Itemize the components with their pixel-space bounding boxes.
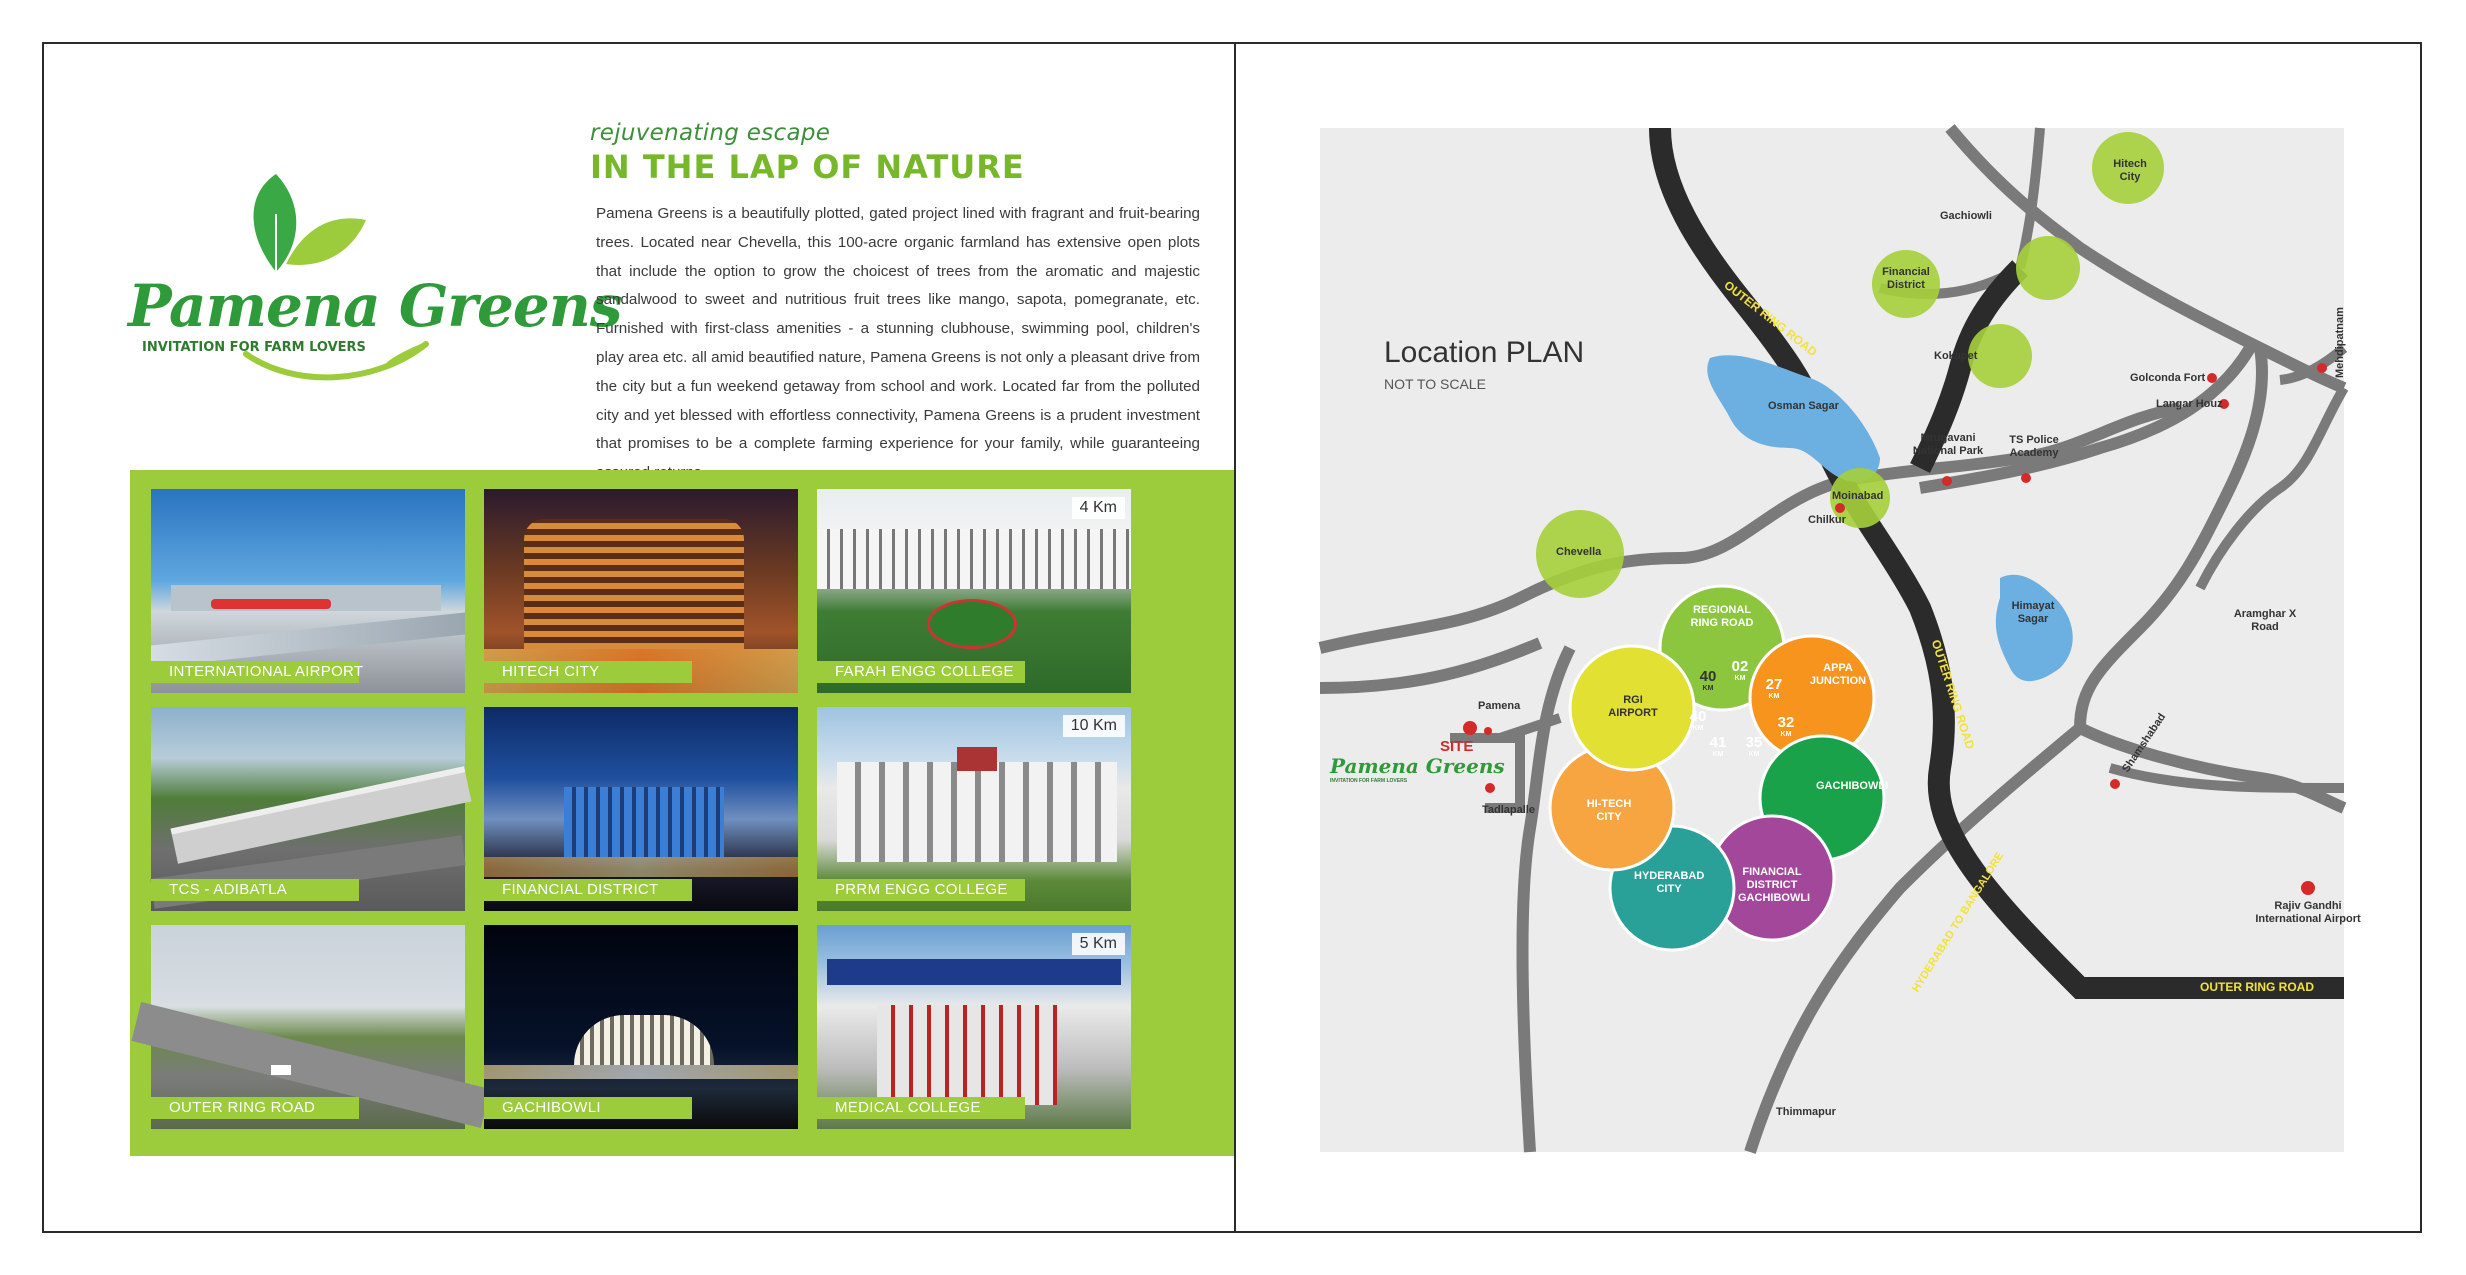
map-title: Location PLAN	[1384, 336, 1585, 369]
brand-name: Pamena Greens	[128, 272, 622, 340]
place-financial-district: Financial District	[1882, 266, 1930, 291]
road-label-highway: HYDERABAD TO BANGALORE	[1910, 850, 2007, 995]
landmark-label: GACHIBOWLI	[484, 1097, 692, 1119]
flower-label-rgi-airport: RGI AIRPORT	[1608, 694, 1658, 719]
map-roads	[1320, 128, 2344, 1152]
landmark-tile-gachibowli	[484, 925, 798, 1129]
landmark-label: INTERNATIONAL AIRPORT	[151, 661, 359, 683]
landmark-label: HITECH CITY	[484, 661, 692, 683]
flower-label-hyderabad-city: HYDERABAD CITY	[1634, 870, 1705, 895]
landmark-photo-grid	[130, 470, 1234, 1156]
landmark-label: OUTER RING ROAD	[151, 1097, 359, 1119]
landmark-label: FINANCIAL DISTRICT	[484, 879, 692, 901]
intro-headline: IN THE LAP OF NATURE	[590, 148, 1025, 186]
place-gachiowli: Gachiowli	[1940, 210, 1992, 222]
brand-slogan: INVITATION FOR FARM LOVERS	[142, 340, 366, 355]
place-pamena: Pamena	[1478, 700, 1521, 712]
lake-osman-sagar: Osman Sagar	[1768, 400, 1839, 412]
map-subtitle: NOT TO SCALE	[1384, 376, 1486, 392]
flower-label-financial-district: FINANCIAL DISTRICT GACHIBOWLI	[1738, 866, 1811, 904]
landmark-tile-prrm-engg-college	[817, 707, 1131, 911]
place-chevella: Chevella	[1556, 546, 1602, 558]
place-moinabad: Moinabad	[1832, 490, 1884, 502]
place-chilkur: Chilkur	[1808, 514, 1846, 526]
road-label-orr-top: OUTER RING ROAD	[1721, 278, 1820, 360]
place-ts-police: TS Police Academy	[2009, 434, 2059, 459]
landmark-tile-medical-college	[817, 925, 1131, 1129]
place-thimmapur: Thimmapur	[1776, 1106, 1836, 1118]
landmark-tile-hitech-city	[484, 489, 798, 693]
flower-label-appa-junction: APPA JUNCTION	[1809, 662, 1867, 687]
flower-km-financial: 35 KM	[1745, 734, 1763, 758]
map-site-logo	[1330, 754, 1505, 784]
flower-km-appa: 27 KM	[1765, 676, 1783, 700]
landmark-label: TCS - ADIBATLA	[151, 879, 359, 901]
place-site: SITE	[1440, 738, 1474, 755]
place-mehdipatnam: Mehdipatnam	[2334, 307, 2346, 378]
intro-tagline: rejuvenating escape	[590, 120, 831, 146]
flower-label-gachibowli: GACHIBOWLI	[1816, 780, 1889, 792]
brochure-spread	[42, 42, 2422, 1233]
place-tadlapalle: Tadlapalle	[1482, 804, 1535, 816]
page-spine	[1234, 44, 1236, 1231]
landmark-label: MEDICAL COLLEGE	[817, 1097, 1025, 1119]
landmark-label: FARAH ENGG COLLEGE	[817, 661, 1025, 683]
landmark-tile-tcs-adibatla	[151, 707, 465, 911]
map-logo-brand: Pamena Greens	[1330, 754, 1505, 778]
distance-flower	[1550, 586, 1889, 950]
flower-km-rgi: 40 KM	[1699, 668, 1717, 692]
landmark-tile-financial-district	[484, 707, 798, 911]
place-kokapet: Kokapet	[1934, 350, 1978, 362]
landmark-label: PRRM ENGG COLLEGE	[817, 879, 1025, 901]
place-langar-houz: Langar Houz	[2156, 398, 2223, 410]
flower-km-hyderabad: 41 KM	[1709, 734, 1727, 758]
landmark-distance: 10 Km	[1063, 715, 1125, 737]
flower-km-gachibowli: 32 KM	[1777, 714, 1795, 738]
pamena-greens-logo	[126, 154, 622, 404]
landmark-distance: 5 Km	[1072, 933, 1125, 955]
landmark-tile-farah-engg-college	[817, 489, 1131, 693]
landmark-tile-airport	[151, 489, 465, 693]
place-shamshabad: Shamshabad	[2120, 711, 2169, 775]
place-mrugavani: Mrugavani National Park	[1912, 432, 1984, 457]
landmark-distance: 4 Km	[1072, 497, 1125, 519]
road-label-orr-right: OUTER RING ROAD	[1928, 638, 1978, 751]
place-rgia: Rajiv Gandhi International Airport	[2255, 900, 2361, 925]
flower-km-hitech: 40 KM	[1689, 708, 1707, 732]
flower-label-hi-tech-city: HI-TECH CITY	[1586, 798, 1632, 823]
road-label-orr-bottom: OUTER RING ROAD	[2200, 980, 2314, 994]
intro-body: Pamena Greens is a beautifully plotted, gated project lined with fragrant and fruit-bearing trees. Located near Chevella, this 100-acre organic farmland has extensive open plots that include the option to grow the choicest of trees from the aromatic and majestic sandalwood to sweet and nutritious fruit trees like mango, sapota, pomegranate, etc. Furnished with first-class amenities - a stunning clubhouse, swimming pool, children's play area etc. all amid beautified nature, Pamena Greens is not only a pleasant drive from the city but a fun weekend getaway from school and work. Located far from the polluted city and yet blessed with effortless connectivity, Pamena Greens is a prudent investment that promises to be a complete farming experience for your family, while guaranteeing	[596, 205, 1200, 453]
place-aramghar: Aramghar X Road	[2233, 608, 2297, 633]
landmark-tile-outer-ring-road	[151, 925, 465, 1129]
lake-himayat-sagar: Himayat Sagar	[2011, 600, 2055, 625]
place-hitech-city: Hitech City	[2113, 158, 2147, 183]
flower-label-regional-ring-road: REGIONAL RING ROAD	[1690, 604, 1754, 629]
place-golconda: Golconda Fort	[2130, 372, 2206, 384]
map-logo-slogan: INVITATION FOR FARM LOVERS	[1330, 778, 1408, 784]
location-map	[1320, 128, 2361, 1152]
flower-km-regional: 02 KM	[1731, 658, 1749, 682]
